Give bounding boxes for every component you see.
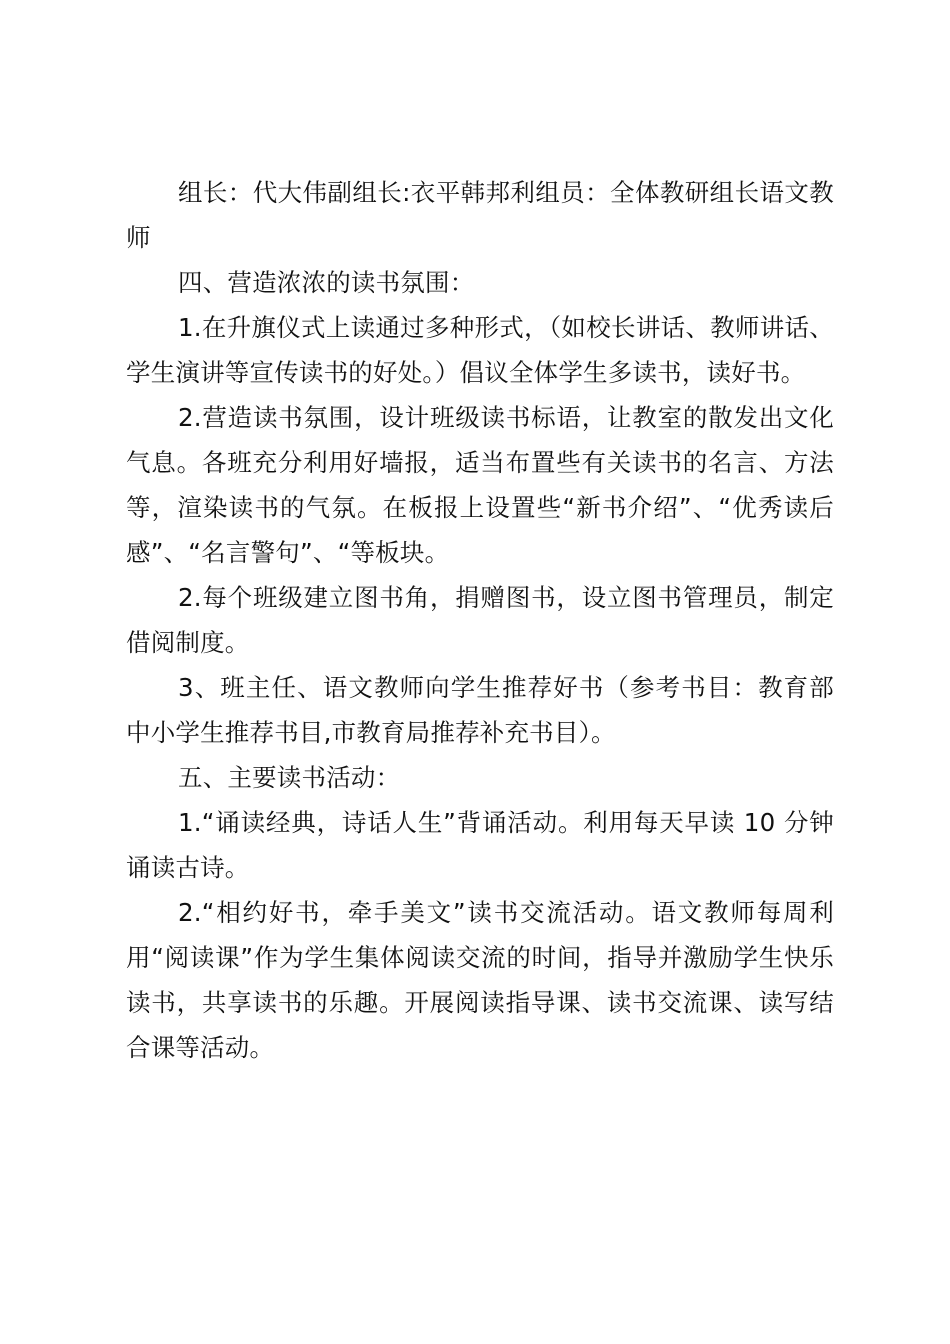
document-body — [126, 170, 834, 1070]
heading-main-activities: 五、主要读书活动： — [178, 763, 401, 792]
paragraph-recommend-books: 3、班主任、语文教师向学生推荐好书（参考书目：教育部中小学生推荐书目,市教育局推荐补充书目）。 — [126, 673, 834, 747]
paragraph-team-members: 组长：代大伟副组长:衣平韩邦利组员：全体教研组长语文教师 — [126, 178, 834, 252]
paragraph-flag-ceremony: 1.在升旗仪式上读通过多种形式，（如校长讲话、教师讲话、学生演讲等宣传读书的好处。）倡议全体学生多读书，读好书。 — [126, 313, 834, 387]
paragraph-recitation-activity: 1.“诵读经典，诗话人生”背诵活动。利用每天早读 10 分钟诵读古诗。 — [126, 808, 834, 882]
paragraph-class-slogans: 2.营造读书氛围，设计班级读书标语，让教室的散发出文化气息。各班充分利用好墙报，适当布置些有关读书的名言、方法等，渲染读书的气氛。在板报上设置些“新书介绍”、“优秀读后感”、“名言警句”、“等板块。 — [126, 403, 834, 567]
paragraph-book-corner: 2.每个班级建立图书角，捐赠图书，设立图书管理员，制定借阅制度。 — [126, 583, 834, 657]
heading-reading-atmosphere: 四、营造浓浓的读书氛围： — [178, 268, 475, 297]
paragraph-reading-exchange: 2.“相约好书，牵手美文”读书交流活动。语文教师每周利用“阅读课”作为学生集体阅读交流的时间，指导并激励学生快乐读书，共享读书的乐趣。开展阅读指导课、读书交流课、读写结合课等活动。 — [126, 898, 834, 1062]
